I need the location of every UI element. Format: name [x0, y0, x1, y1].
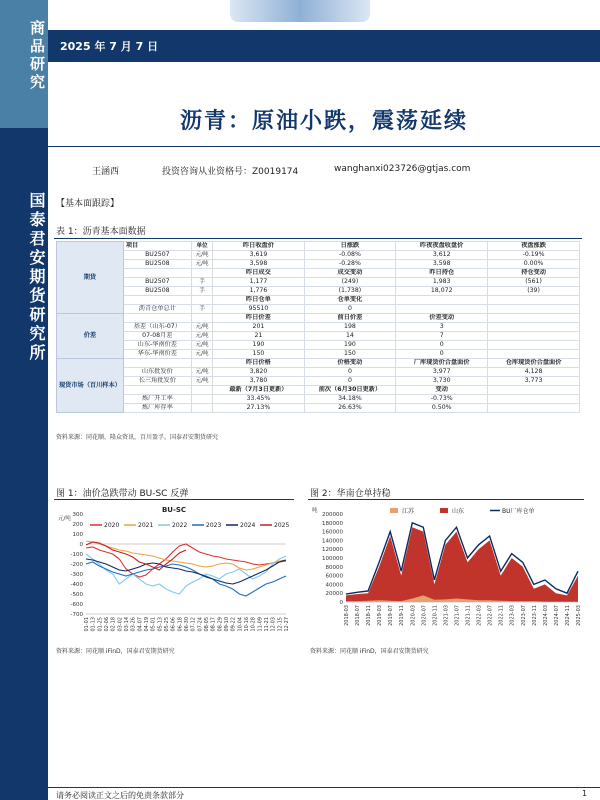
report-date: 2025 年 7 月 7 日: [60, 40, 159, 53]
y-tick-label: 100: [72, 532, 83, 538]
table-header-cell: [123, 359, 191, 368]
legend-label: BU厂库仓单: [502, 508, 535, 515]
legend-label: 2020: [104, 522, 120, 529]
x-tick-label: 11-09: [257, 617, 264, 632]
table-cell: 3,619: [213, 251, 304, 260]
x-tick-label: 08-05: [204, 617, 210, 632]
table-category-cell: 现货市场（百川样本）: [57, 359, 124, 413]
table-cell: -0.08%: [304, 251, 396, 260]
table-cell: 元/吨: [191, 368, 213, 377]
x-tick-label: 06-18: [177, 617, 184, 632]
table-header-cell: 昨日仓单: [213, 296, 304, 305]
table-header-cell: [123, 314, 191, 323]
x-tick-label: 07-24: [197, 617, 204, 632]
table-cell: 26.63%: [304, 404, 396, 413]
table-cell: (39): [488, 287, 580, 296]
x-tick-label: 03-02: [117, 617, 124, 632]
y-axis-unit: 吨: [312, 508, 318, 514]
table-header-row: [57, 296, 580, 305]
table-cell: 沥青仓单总计: [123, 305, 191, 314]
legend-swatch: [440, 508, 448, 513]
x-tick-label: 2020-03: [410, 605, 417, 626]
y-tick-label: -100: [70, 552, 83, 558]
x-tick-label: 02-06: [104, 617, 110, 632]
x-tick-label: 2021-11: [465, 605, 472, 626]
table-header-cell: 厂库现货价合盘面价: [396, 359, 488, 368]
x-tick-label: 10-16: [244, 617, 250, 632]
table-cell: 山东-华南价差: [123, 341, 191, 350]
table-cell: 201: [213, 323, 304, 332]
figure2-chart: [310, 502, 582, 642]
y-tick-label: 60000: [325, 573, 343, 580]
table-cell: 150: [304, 350, 396, 359]
x-tick-label: 2024-03: [542, 605, 549, 626]
table-cell: 27.13%: [213, 404, 304, 413]
y-tick-label: 200000: [322, 512, 343, 518]
table-header-cell: 变动: [396, 386, 488, 395]
table-row: [57, 350, 580, 359]
table-cell: 手: [191, 278, 213, 287]
table-row: [57, 377, 580, 386]
table-cell: 0: [304, 305, 396, 314]
x-tick-label: 2018-03: [344, 605, 350, 626]
table-cell: 3,780: [213, 377, 304, 386]
table-header-row: [57, 386, 580, 395]
table-header-cell: 昨日收盘价: [213, 242, 304, 251]
table-cell: 1,776: [213, 287, 304, 296]
table-cell: 长三角批发价: [123, 377, 191, 386]
table-header-cell: 成交变动: [304, 269, 396, 278]
x-tick-label: 07-12: [190, 617, 197, 632]
table-cell: 4,128: [488, 368, 580, 377]
table-cell: [396, 305, 488, 314]
table-cell: BU2507: [123, 251, 191, 260]
table-cell: 95510: [213, 305, 304, 314]
table-cell: BU2508: [123, 260, 191, 269]
x-tick-label: 2023-11: [531, 605, 538, 626]
sidebar-bottom-text: 国泰君安期货研究所: [27, 192, 46, 363]
table-source: 资料来源：同花顺，隆众资讯，百川盈孚，国泰君安期货研究: [56, 434, 219, 441]
figure1-source: 资料来源：同花顺 iFinD，国泰君安期货研究: [56, 648, 175, 655]
figure2-divider: [308, 499, 584, 500]
x-tick-label: 10-04: [237, 617, 244, 632]
table-header-cell: [191, 386, 213, 395]
page-number: 1: [582, 789, 588, 798]
y-tick-label: 120000: [322, 547, 343, 554]
table-cell: 150: [213, 350, 304, 359]
table-cell: 33.45%: [213, 395, 304, 404]
table-cell: BU2508: [123, 287, 191, 296]
table-row: [57, 368, 580, 377]
table-cell: [488, 341, 580, 350]
y-tick-label: -500: [70, 592, 83, 598]
figure1-chart: [56, 502, 292, 642]
legend-label: 2021: [138, 522, 154, 529]
table-header-cell: 夜盘涨跌: [488, 242, 580, 251]
table-header-cell: 项目: [123, 242, 191, 251]
x-tick-label: 2023-07: [520, 605, 527, 626]
x-tick-label: 10-28: [250, 617, 257, 632]
table-row: [57, 323, 580, 332]
table-header-row: [57, 269, 580, 278]
table-cell: 0.00%: [488, 260, 580, 269]
table-row: [57, 305, 580, 314]
table-cell: [488, 395, 580, 404]
table-cell: 1,983: [396, 278, 488, 287]
table-header-cell: [123, 386, 191, 395]
sidebar: [0, 0, 48, 800]
x-tick-label: 2021-07: [454, 605, 461, 626]
table-header-cell: 昨日持仓: [396, 269, 488, 278]
table-cell: -0.28%: [304, 260, 396, 269]
report-title: 沥青：原油小跌，震荡延续: [179, 108, 468, 134]
x-tick-label: 06-30: [184, 617, 190, 632]
table-cell: 元/吨: [191, 341, 213, 350]
fundamentals-table: [56, 241, 580, 413]
table-cell: 18,072: [396, 287, 488, 296]
x-tick-label: 01-25: [97, 617, 104, 632]
table-header-cell: [488, 314, 580, 323]
y-tick-label: 20000: [325, 591, 343, 598]
y-tick-label: -200: [70, 562, 83, 568]
x-tick-label: 08-17: [210, 617, 217, 632]
y-tick-label: 100000: [322, 556, 343, 562]
figure2-source: 资料来源：同花顺 iFinD，国泰君安期货研究: [310, 648, 429, 655]
footer-disclaimer: 请务必阅读正文之后的免责条款部分: [56, 791, 184, 800]
sidebar-top-text: 商品研究: [28, 20, 46, 92]
legend-label: 2022: [172, 522, 188, 529]
table-header-cell: 价格变动: [304, 359, 396, 368]
table-header-cell: 单位: [191, 242, 213, 251]
table-cell: (249): [304, 278, 396, 287]
author-name: 王涵西: [92, 167, 120, 177]
table-cell: 手: [191, 305, 213, 314]
table-row: [57, 278, 580, 287]
table-cell: -0.19%: [488, 251, 580, 260]
legend-label: 江苏: [402, 508, 415, 515]
x-tick-label: 12-15: [277, 617, 284, 632]
table-cell: 元/吨: [191, 260, 213, 269]
table-cell: 190: [304, 341, 396, 350]
table-cell: 炼厂库存率: [123, 404, 191, 413]
table-cell: 手: [191, 287, 213, 296]
table-header-cell: 前日价差: [304, 314, 396, 323]
table-cell: 基差（山东-07）: [123, 323, 191, 332]
table-cell: 3,730: [396, 377, 488, 386]
x-tick-label: 2022-03: [476, 605, 483, 626]
table-cell: [488, 404, 580, 413]
x-tick-label: 2020-11: [432, 605, 439, 626]
table-header-cell: [191, 314, 213, 323]
table-cell: 元/吨: [191, 332, 213, 341]
table-top-divider: [54, 238, 582, 239]
x-tick-label: 09-10: [224, 617, 230, 632]
table-cell: 3,773: [488, 377, 580, 386]
x-tick-label: 2025-03: [576, 605, 582, 626]
table-header-cell: 仓单变化: [304, 296, 396, 305]
y-tick-label: -700: [70, 612, 83, 618]
y-tick-label: -300: [70, 572, 83, 578]
x-tick-label: 09-22: [230, 617, 237, 632]
y-tick-label: 200: [72, 522, 83, 528]
y-tick-label: 40000: [325, 582, 343, 589]
table-row: [57, 260, 580, 269]
legend-label: 2025: [274, 522, 290, 529]
x-tick-label: 2022-07: [487, 605, 494, 626]
table-cell: 炼厂开工率: [123, 395, 191, 404]
table-body: [57, 242, 580, 413]
table-cell: 0: [304, 368, 396, 377]
logo-crest: [230, 0, 370, 22]
table-cell: [488, 323, 580, 332]
x-tick-label: 2024-07: [553, 605, 560, 626]
x-tick-label: 12-03: [270, 617, 277, 632]
figure1-title: 图 1：油价急跌带动 BU-SC 反弹: [56, 489, 189, 499]
figure2-title: 图 2：华南仓单持稳: [310, 489, 391, 499]
table-cell: 元/吨: [191, 350, 213, 359]
table-header-row: [57, 242, 580, 251]
x-tick-label: 2023-03: [509, 605, 516, 626]
table-header-cell: 昨日价格: [213, 359, 304, 368]
table-cell: [191, 404, 213, 413]
x-tick-label: 04-19: [144, 617, 150, 632]
x-tick-label: 2024-11: [564, 605, 571, 626]
x-tick-label: 05-13: [157, 617, 164, 632]
y-tick-label: 0: [79, 542, 83, 548]
sidebar-bottom-band: [0, 128, 48, 800]
author-license: 投资咨询从业资格号：Z0019174: [162, 167, 299, 177]
table-row: [57, 332, 580, 341]
x-tick-label: 2022-11: [498, 605, 505, 626]
sidebar-top-band: [0, 0, 48, 128]
legend-label: 山东: [452, 508, 465, 515]
table-cell: BU2507: [123, 278, 191, 287]
table-header-cell: 价差变动: [396, 314, 488, 323]
table-cell: 190: [213, 341, 304, 350]
y-axis-unit: 元/吨: [58, 516, 71, 522]
x-tick-label: 08-29: [217, 617, 224, 632]
table-cell: 元/吨: [191, 323, 213, 332]
table-header-row: [57, 359, 580, 368]
table-row: [57, 287, 580, 296]
y-tick-label: 180000: [322, 520, 343, 527]
table-row: [57, 404, 580, 413]
x-tick-label: 05-25: [164, 617, 170, 632]
x-tick-label: 04-07: [137, 617, 144, 632]
y-tick-label: -600: [70, 602, 83, 608]
table-cell: 0.50%: [396, 404, 488, 413]
table-cell: 34.18%: [304, 395, 396, 404]
table-cell: 14: [304, 332, 396, 341]
section-label: 【基本面跟踪】: [56, 199, 120, 209]
table-header-cell: 昨日成交: [213, 269, 304, 278]
table-header-cell: [123, 269, 191, 278]
y-tick-label: 0: [339, 600, 343, 606]
table-cell: 21: [213, 332, 304, 341]
table-header-cell: 昨夜夜盘收盘价: [396, 242, 488, 251]
table-cell: 3,598: [213, 260, 304, 269]
series-line: [86, 541, 286, 570]
table-cell: 1,177: [213, 278, 304, 287]
table-header-cell: 最新（7月3日更新）: [213, 386, 304, 395]
table-cell: -0.73%: [396, 395, 488, 404]
table-header-cell: [191, 359, 213, 368]
table-cell: 07-08月差: [123, 332, 191, 341]
table-header-cell: 仓库现货价合盘面价: [488, 359, 580, 368]
table-cell: 3: [396, 323, 488, 332]
x-tick-label: 2021-03: [443, 605, 450, 626]
table-cell: 198: [304, 323, 396, 332]
y-tick-label: 300: [72, 512, 83, 518]
x-tick-label: 2018-07: [355, 605, 362, 626]
series-area: [346, 527, 578, 602]
author-email[interactable]: wanghanxi023726@gtjas.com: [334, 164, 471, 174]
chart-title: BU-SC: [161, 506, 187, 514]
x-tick-label: 2019-11: [399, 605, 406, 626]
x-tick-label: 2018-11: [366, 605, 373, 626]
x-tick-label: 2020-07: [421, 605, 428, 626]
table-cell: 山东批发价: [123, 368, 191, 377]
table-header-row: [57, 314, 580, 323]
table-cell: 元/吨: [191, 377, 213, 386]
x-tick-label: 01-01: [84, 617, 90, 632]
table-header-cell: [488, 386, 580, 395]
x-tick-label: 11-21: [264, 617, 270, 632]
y-tick-label: 80000: [325, 564, 343, 571]
y-tick-label: -400: [70, 582, 83, 588]
table-cell: 3,820: [213, 368, 304, 377]
x-tick-label: 01-13: [90, 617, 97, 632]
table-category-cell: 期货: [57, 242, 124, 314]
table-cell: 3,598: [396, 260, 488, 269]
legend-label: 2023: [206, 522, 222, 529]
table-cell: 0: [304, 377, 396, 386]
table-header-cell: 日涨跌: [304, 242, 396, 251]
table-cell: [488, 350, 580, 359]
table-cell: (1,738): [304, 287, 396, 296]
table-cell: 元/吨: [191, 251, 213, 260]
x-tick-label: 12-27: [284, 617, 290, 632]
table-cell: 3,612: [396, 251, 488, 260]
y-tick-label: 160000: [322, 529, 343, 536]
table-category-cell: 价差: [57, 314, 124, 359]
table-header-cell: 持仓变动: [488, 269, 580, 278]
x-tick-label: 03-26: [130, 617, 137, 632]
table-header-cell: 昨日价差: [213, 314, 304, 323]
table-cell: (561): [488, 278, 580, 287]
y-tick-label: 140000: [322, 538, 343, 545]
table-header-cell: [396, 296, 488, 305]
x-tick-label: 06-06: [170, 617, 177, 632]
legend-swatch: [390, 508, 398, 513]
title-divider: [48, 146, 600, 147]
table-row: [57, 341, 580, 350]
x-tick-label: 05-01: [150, 617, 157, 632]
table-cell: [488, 332, 580, 341]
table-header-cell: [191, 269, 213, 278]
table-cell: 7: [396, 332, 488, 341]
table-row: [57, 251, 580, 260]
table-cell: [488, 305, 580, 314]
table-cell: 华东-华南价差: [123, 350, 191, 359]
table-cell: 3,977: [396, 368, 488, 377]
table-header-cell: [123, 296, 191, 305]
table-caption: 表 1：沥青基本面数据: [56, 227, 146, 237]
x-tick-label: 2019-03: [377, 605, 384, 626]
table-header-cell: [191, 296, 213, 305]
table-cell: 0: [396, 341, 488, 350]
x-tick-label: 03-14: [124, 617, 130, 632]
table-cell: [191, 395, 213, 404]
table-cell: 0: [396, 350, 488, 359]
table-header-cell: [488, 296, 580, 305]
figure1-divider: [54, 499, 294, 500]
table-row: [57, 395, 580, 404]
legend-label: 2024: [240, 522, 256, 529]
x-tick-label: 2019-07: [388, 605, 395, 626]
x-tick-label: 02-18: [110, 617, 117, 632]
table-header-cell: 前次（6月30日更新）: [304, 386, 396, 395]
footer-divider: [48, 787, 600, 788]
